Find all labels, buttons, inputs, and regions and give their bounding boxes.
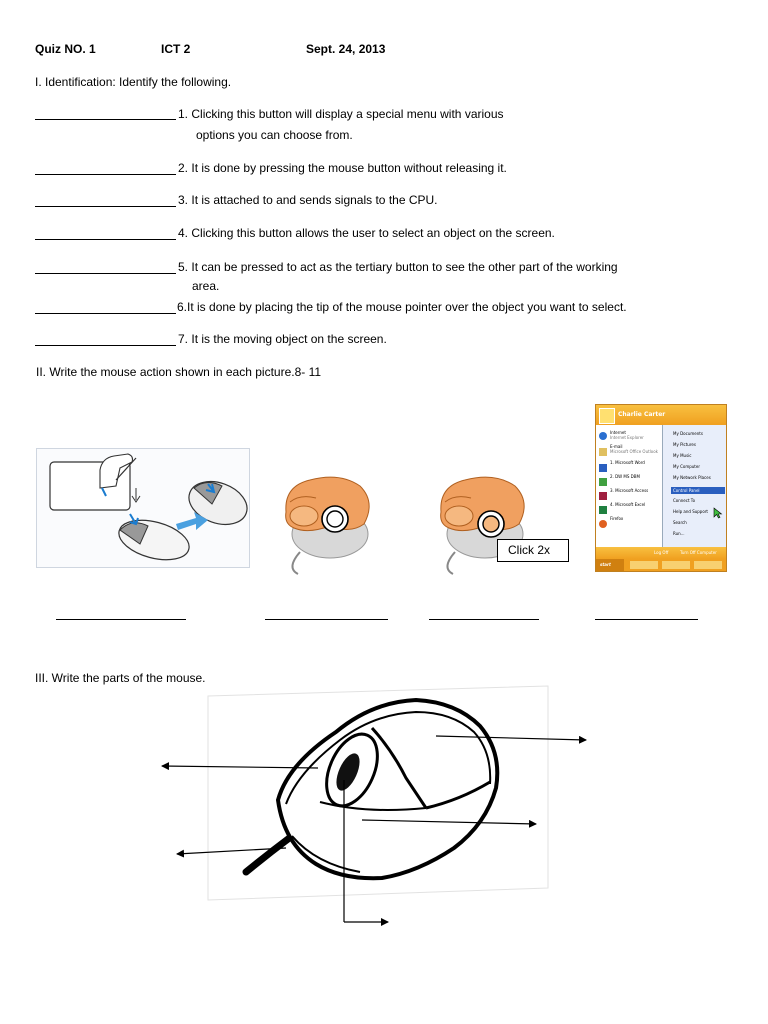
- answer-blank-10[interactable]: [429, 619, 539, 620]
- answer-blank-9[interactable]: [265, 619, 388, 620]
- question-6: 6.It is done by placing the tip of the mouse pointer over the object you want to select.: [177, 300, 627, 314]
- start-menu-footer: Log Off Turn Off Computer: [596, 547, 726, 559]
- quiz-number: Quiz NO. 1: [35, 42, 96, 56]
- taskbar-item: [630, 561, 658, 569]
- drag-illustration: [36, 448, 250, 568]
- answer-blank-2[interactable]: [35, 174, 176, 175]
- quiz-date: Sept. 24, 2013: [306, 42, 386, 56]
- answer-blank-8[interactable]: [56, 619, 186, 620]
- mouse-parts-diagram: [160, 668, 600, 932]
- start-menu-header: Charlie Carter: [596, 405, 726, 425]
- taskbar-item: [662, 561, 690, 569]
- cursor-icon: [713, 507, 723, 519]
- taskbar-item: [694, 561, 722, 569]
- question-1-cont: options you can choose from.: [196, 128, 353, 142]
- taskbar: [596, 559, 726, 571]
- answer-blank-4[interactable]: [35, 239, 176, 240]
- question-5: 5. It can be pressed to act as the tertiary button to see the other part of the working: [178, 260, 618, 274]
- dbm-icon: [599, 478, 607, 486]
- user-avatar: [599, 408, 615, 424]
- question-4: 4. Clicking this button allows the user to select an object on the screen.: [178, 226, 555, 240]
- subject: ICT 2: [161, 42, 191, 56]
- word-icon: [599, 464, 607, 472]
- start-menu-right: My Documents My Pictures My Music My Computer My Network Places Control Panel Connect To Help and Support Search Run...: [662, 425, 727, 559]
- answer-blank-1[interactable]: [35, 119, 176, 120]
- internet-icon: [599, 432, 607, 440]
- section1-title: I. Identification: Identify the following.: [35, 75, 232, 89]
- excel-icon: [599, 506, 607, 514]
- start-menu-left: Internet Internet Explorer E-mail Microsoft Office Outlook 1. Microsoft Word 2. DW MS DBM 3. Microsoft Access 4. Microsoft Excel Firefox: [596, 425, 662, 559]
- answer-blank-6[interactable]: [35, 313, 176, 314]
- access-icon: [599, 492, 607, 500]
- click-2x-label: Click 2x: [497, 539, 569, 562]
- hand-mouse-illustration: [280, 472, 376, 576]
- question-7: 7. It is the moving object on the screen.: [178, 332, 387, 346]
- answer-blank-5[interactable]: [35, 273, 176, 274]
- answer-blank-11[interactable]: [595, 619, 698, 620]
- question-3: 3. It is attached to and sends signals to the CPU.: [178, 193, 438, 207]
- email-icon: [599, 448, 607, 456]
- start-menu-screenshot: [595, 404, 727, 572]
- section2-title: II. Write the mouse action shown in each picture.8- 11: [36, 365, 322, 379]
- section3-title: III. Write the parts of the mouse.: [35, 671, 206, 685]
- answer-blank-7[interactable]: [35, 345, 176, 346]
- answer-blank-3[interactable]: [35, 206, 176, 207]
- question-2: 2. It is done by pressing the mouse button without releasing it.: [178, 161, 507, 175]
- start-button: start: [596, 559, 624, 571]
- question-5-cont: area.: [192, 279, 220, 293]
- question-1: 1. Clicking this button will display a special menu with various: [178, 107, 504, 121]
- firefox-icon: [599, 520, 607, 528]
